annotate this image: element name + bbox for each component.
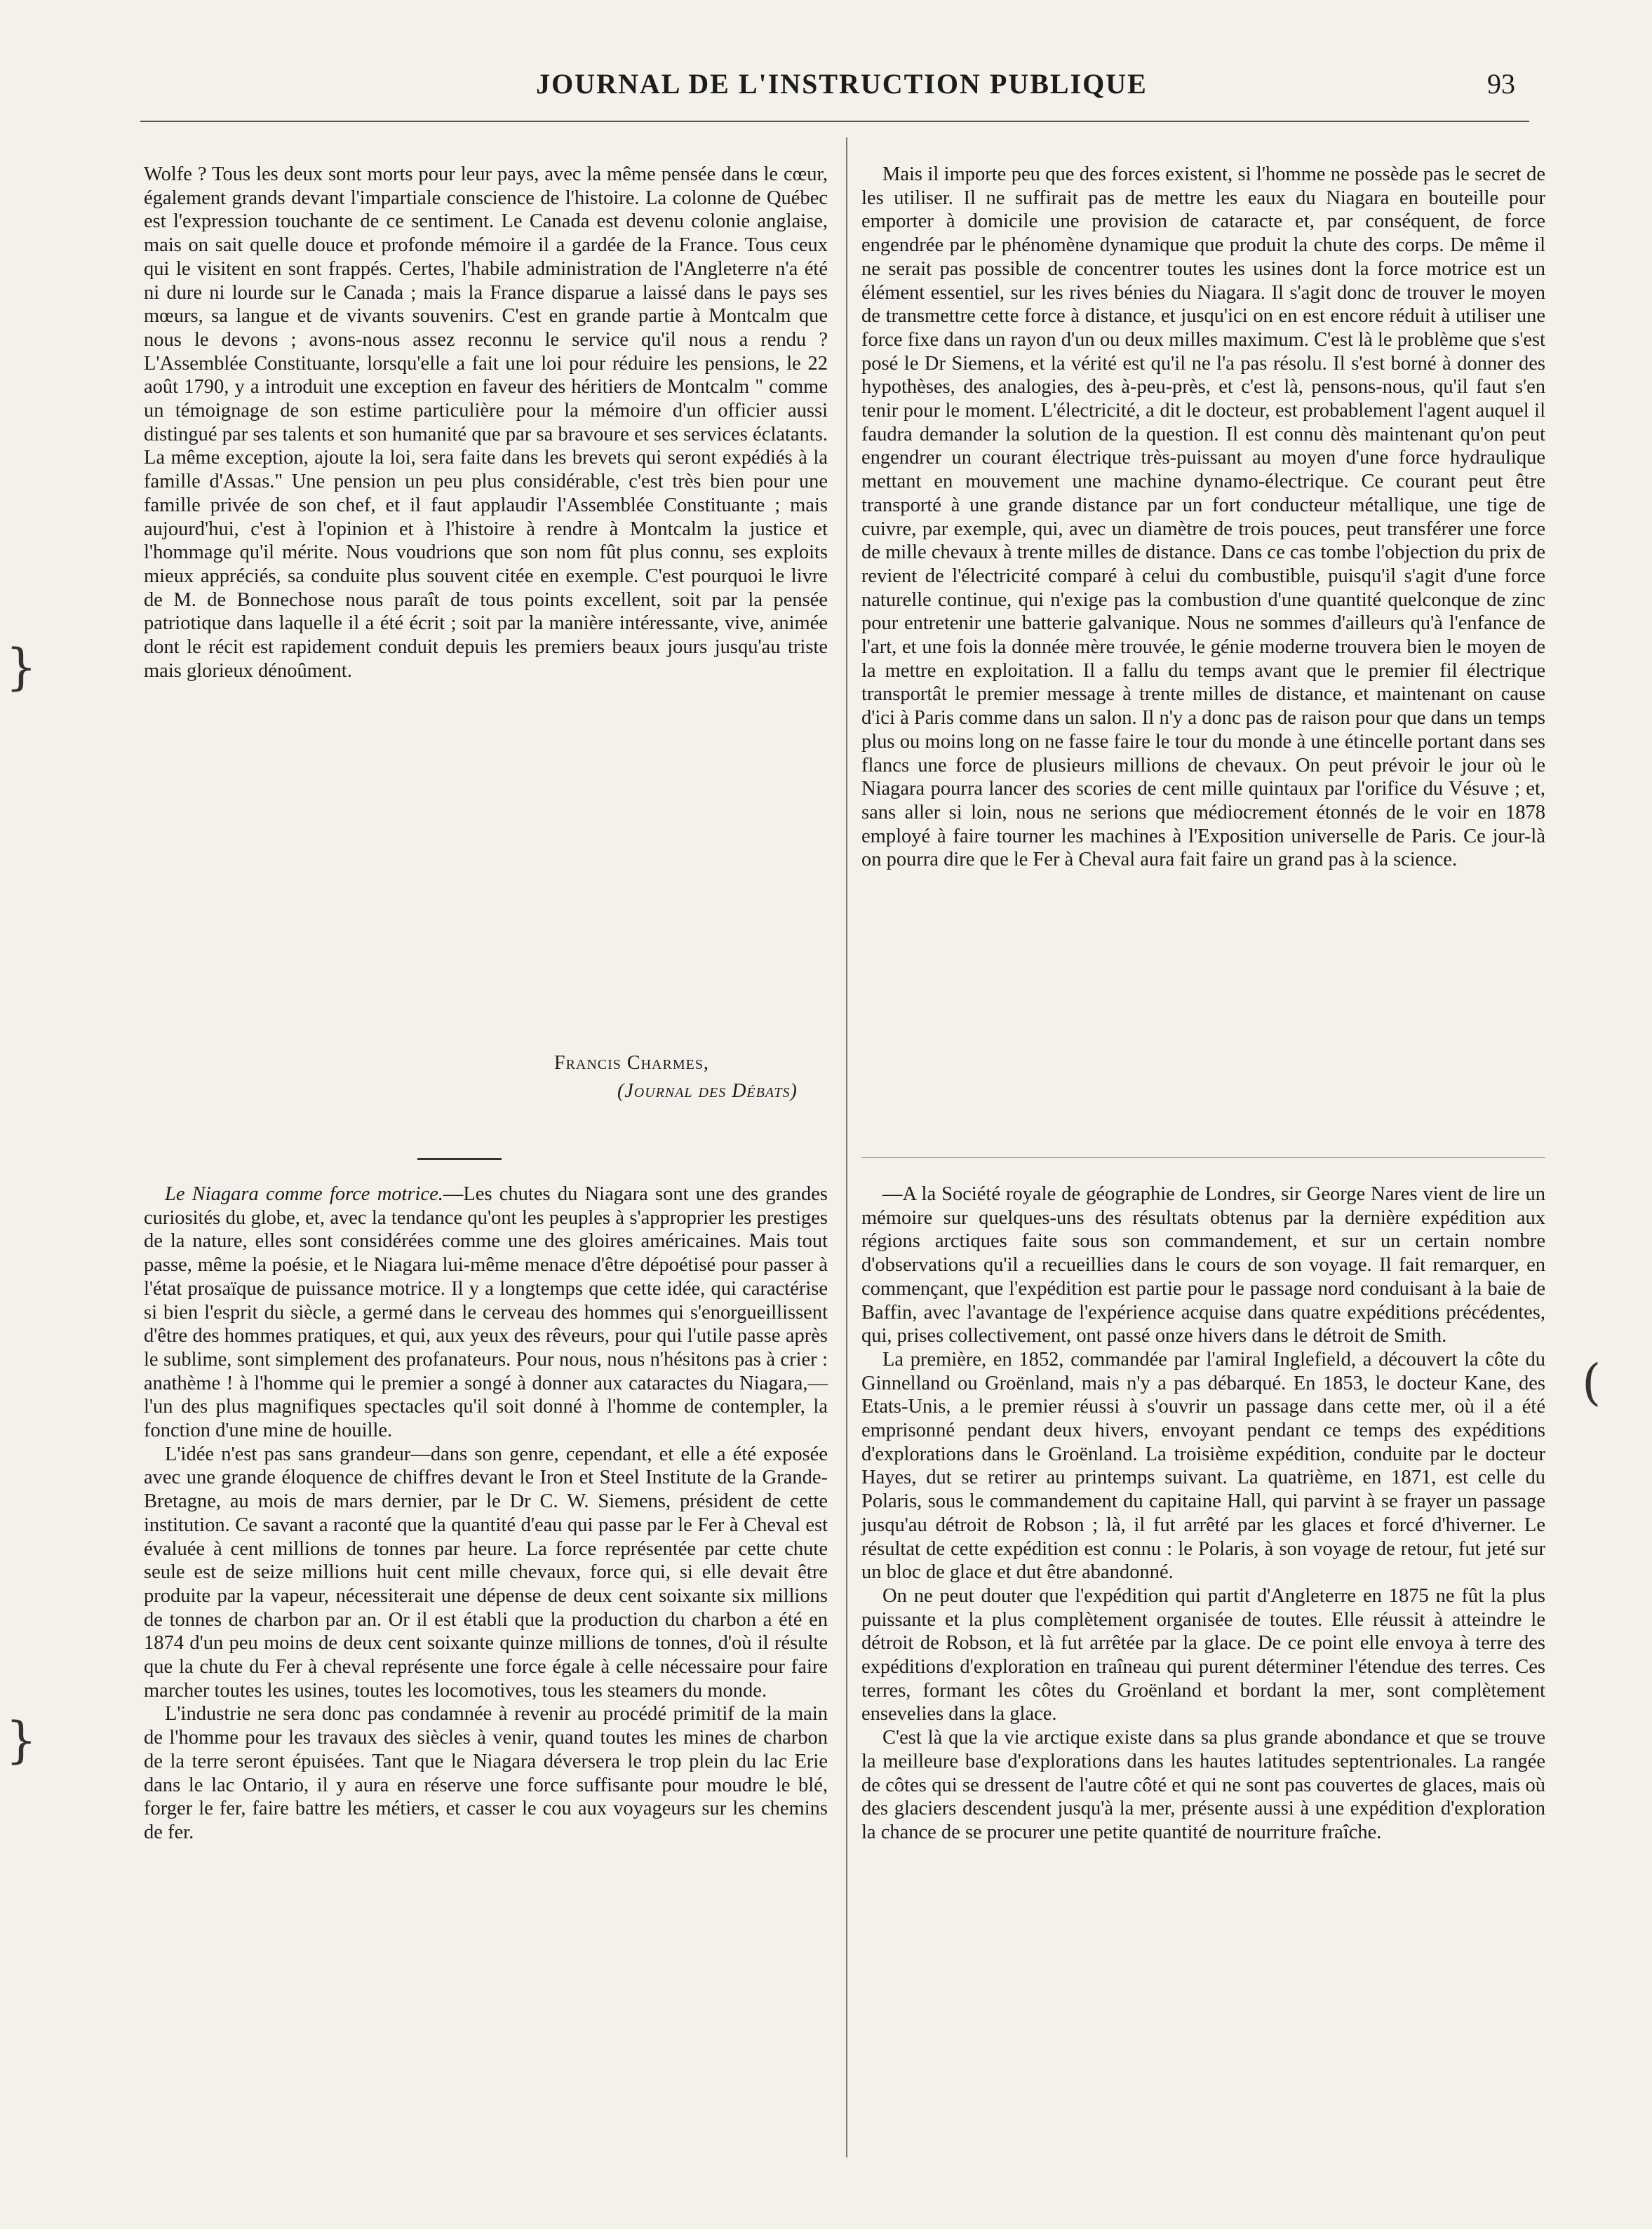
article-paragraph: Wolfe ? Tous les deux sont morts pour leur pays, avec la même pensée dans le cœur, également grands devant l'impartiale conscience de l'histoire. La colonne de Québec est l'expression touchante de ce sentiment. Le Canada est devenu colonie anglaise, mais on sait quelle douce et profonde mémoire il a gardée de la France. Tous ceux qui le visitent en sont frappés. Certes, l'habile administration de l'Angleterre n'a été ni dure ni lourde sur le Canada ; mais la France disparue a laissé dans le pays ses mœurs, sa langue et de vivants souvenirs. C'est en grande partie à Montcalm que nous le devons ; avons-nous assez reconnu le service qu'il nous a rendu ? L'Assemblée Constituante, lorsqu'elle a fait une loi pour réduire les pensions, le 22 août 1790, y a introduit une exception en faveur des héritiers de Montcalm " comme un témoignage de son estime particulière pour la mémoire d'un officier aussi distingué par ses talents et son humanité que par sa bravoure et ses services éclatants. La même exception, ajoute la loi, sera faite dans les brevets qui seront expédiés à la famille d'Assas." Une pension un peu plus considérable, c'est très bien pour une famille privée de son chef, et il faut applaudir l'Assemblée Constituante ; mais aujourd'hui, c'est à l'opinion et à l'histoire à rendre à Montcalm la justice et l'hommage qu'il mérite. Nous voudrions que son nom fût plus connu, ses exploits mieux appréciés, sa conduite plus souvent citée en exemple. C'est pourquoi le livre de M. de Bonnechose nous paraît de tous points excellent, soit par la pensée patriotique dans laquelle il a été écrit ; soit par la manière intéressante, vive, animée dont le récit est rapidement conduit depuis les premiers beaux jours jusqu'au triste mais glorieux dénoûment.: [144, 163, 828, 682]
right-column-article-nares: [861, 1183, 1545, 1845]
column-divider: [846, 137, 847, 2157]
left-column-article-niagara: [144, 1183, 828, 1845]
article-paragraph: —A la Société royale de géographie de Londres, sir George Nares vient de lire un mémoire sur quelques-uns des résultats obtenus par la dernière expédition aux régions arctiques faite sous son commandement, et sur un certain nombre d'observations qu'il a recueillies dans le cours de son voyage. Il fait remarquer, en commençant, que l'expédition est partie pour le passage nord conduisant à la baie de Baffin, avec l'avantage de l'expérience acquise dans quatre expéditions précédentes, qui, prises collectivement, ont passé onze hivers dans le détroit de Smith.: [861, 1183, 1545, 1347]
section-rule-right: [861, 1157, 1545, 1158]
signature-name: Francis Charmes,: [554, 1052, 709, 1074]
article-title: Le Niagara comme force motrice.: [165, 1183, 443, 1205]
article-paragraph: La première, en 1852, commandée par l'amiral Inglefield, a découvert la côte du Ginnelland ou Groënland, mais n'y a pas débarqué. En 1853, le docteur Kane, des Etats-Unis, a le premier réussi à s'ouvrir un passage dans cette mer, où il a été emprisonné pendant deux hivers, envoyant pendant ce temps des expéditions d'explorations dans le Groënland. La troisième expédition, conduite par le docteur Hayes, dut se retirer au printemps suivant. La quatrième, en 1871, est celle du Polaris, sous le commandement du capitaine Hall, qui parvint à se frayer un passage jusqu'au détroit de Robson ; là, il fut arrêté par les glaces et forcé d'hiverner. Le résultat de cette expédition est connu : le Polaris, à son voyage de retour, fut jeté sur un bloc de glace et dut être abandonné.: [861, 1348, 1545, 1584]
article-paragraph: On ne peut douter que l'expédition qui partit d'Angleterre en 1875 ne fût la plus puissante et la plus complètement organisée de toutes. Elle réussit à atteindre le détroit de Robson, et là fut arrêtée par la glace. De ce point elle envoya à terre des expéditions d'exploration en traîneau qui purent déterminer l'étendue des terres. Ces terres, formant les côtes du Groënland et bordant la mer, sont complètement ensevelies dans la glace.: [861, 1584, 1545, 1725]
margin-pencil-mark: (: [1582, 1354, 1601, 1411]
margin-brace-mark: }: [6, 1711, 37, 1769]
running-header: [140, 67, 1543, 109]
section-rule: [417, 1158, 502, 1160]
article-paragraph: L'industrie ne sera donc pas condamnée à revenir au procédé primitif de la main de l'homme pour les travaux des siècles à venir, quand toutes les mines de charbon de la terre seront épuisées. Tant que le Niagara déversera le trop plein du lac Erie dans le lac Ontario, il y aura en réserve une force suffisante pour moudre le blé, forger le fer, faire battre les métiers, et casser le cou aux voyageurs sur les chemins de fer.: [144, 1703, 828, 1843]
article-paragraph: L'idée n'est pas sans grandeur—dans son genre, cependant, et elle a été exposée avec une grande éloquence de chiffres devant le Iron et Steel Institute de la Grande-Bretagne, au mois de mars dernier, par le Dr C. W. Siemens, président de cette institution. Ce savant a raconté que la quantité d'eau qui passe par le Fer à Cheval est évaluée à cent millions de tonnes par heure. La force représentée par cette chute seule est de seize millions huit cent mille chevaux, force qui, si elle devait être produite par la vapeur, nécessiterait une dépense de deux cent soixante six millions de tonnes de charbon par an. Or il est établi que la production du charbon a été en 1874 d'un peu moins de deux cent soixante quinze millions de tonnes, d'où il résulte que la chute du Fer à cheval représente une force égale à celle nécessaire pour faire marcher toutes les usines, toutes les locomotives, tous les steamers du monde.: [144, 1443, 828, 1702]
left-column-article-montcalm: [144, 163, 828, 682]
article-paragraph: C'est là que la vie arctique existe dans sa plus grande abondance et que se trouve la meilleure base d'explorations dans les hautes latitudes septentrionales. La rangée de côtes qui se dressent de l'autre côté et qui ne sont pas couvertes de glaces, mais où des glaciers descendent jusqu'à la mer, présente aussi à une expédition d'exploration la chance de se procurer une petite quantité de nourriture fraîche.: [861, 1727, 1545, 1843]
article-paragraph: [144, 1183, 828, 1443]
margin-brace-mark: }: [6, 638, 37, 696]
header-rule: [140, 121, 1529, 122]
signature-source: (Journal des Débats): [617, 1080, 798, 1102]
journal-title: JOURNAL DE L'INSTRUCTION PUBLIQUE: [536, 68, 1148, 100]
article-paragraph: Mais il importe peu que des forces existent, si l'homme ne possède pas le secret de les utiliser. Il ne suffirait pas de mettre les eaux du Niagara en bouteille pour emporter à domicile une provision de cataracte et, par conséquent, de force engendrée par le phénomène dynamique que produit la chute des corps. De même il ne serait pas possible de concentrer toutes les usines dont la force motrice est un élément essentiel, sur les rives bénies du Niagara. Il s'agit donc de trouver le moyen de transmettre cette force à distance, et jusqu'ici on en est encore réduit à utiliser une force fixe dans un rayon d'un ou deux milles maximum. C'est là le problème que s'est posé le Dr Siemens, et la vérité est qu'il ne l'a pas résolu. Il s'est borné à donner des hypothèses, des analogies, des à-peu-près, et c'est là, pensons-nous, qu'il faut s'en tenir pour le moment. L'électricité, a dit le docteur, est probablement l'agent auquel il faudra demander la solution de la question. Il est connu dès maintenant qu'on peut engendrer un courant électrique très-puissant au moyen d'une force hydraulique mettant en mouvement une machine dynamo-électrique. Ce courant peut être transporté à une grande distance par un fort conducteur métallique, une tige de cuivre, par exemple, qui, avec un diamètre de trois pouces, peut transférer une force de mille chevaux à trente milles de distance. Dans ce cas tombe l'objection du prix de revient de l'électricité comparé à celui du combustible, puisqu'il s'agit d'une force naturelle continue, qui n'exige pas la combustion d'une quantité quelconque de zinc pour entretenir une batterie galvanique. Nous ne sommes d'ailleurs qu'à l'enfance de l'art, et une fois la donnée mère trouvée, le génie moderne trouvera bien le moyen de la mettre en exploitation. Il a fallu du temps avant que le premier fil électrique transportât le premier message à trente milles de distance, et maintenant on cause d'ici à Paris comme dans un salon. Il n'y a donc pas de raison pour que dans un temps plus ou moins long on ne fasse faire le tour du monde à une étincelle portant dans ses flancs une force de plusieurs millions de chevaux. On peut prévoir le jour où le Niagara pourra lancer des scories de cent mille quintaux par l'orifice du Vésuve ; et, sans aller si loin, nous ne serions que médiocrement étonnés de le voir en 1878 employé à faire tourner les machines à l'Exposition universelle de Paris. Ce jour-là on pourra dire que le Fer à Cheval aura fait faire un grand pas à la science.: [861, 163, 1545, 871]
right-column-niagara-continued: [861, 163, 1545, 872]
page-number: 93: [1487, 68, 1515, 100]
article-text: —Les chutes du Niagara sont une des grandes curiosités du globe, et, avec la tendance qu'ont les peuples à s'approprier les prestiges de la nature, elles sont considérées comme une des gloires américaines. Mais tout passe, même la poésie, et le Niagara lui-même menace d'être dépoétisé pour passer à l'état prosaïque de puissance motrice. Il y a longtemps que cette idée, qui caractérise si bien l'esprit du siècle, a germé dans le cerveau des hommes qui s'enorgueillissent d'être des hommes pratiques, et qui, aux yeux des rêveurs, pour qui l'utile passe après le sublime, sont simplement des profanateurs. Pour nous, nous n'hésitons pas à crier : anathème ! à l'homme qui le premier a songé à donner aux cataractes du Niagara,—l'un des plus magnifiques spectacles qu'il soit donné à l'homme de contempler, la fonction d'une mine de houille.: [144, 1183, 828, 1442]
